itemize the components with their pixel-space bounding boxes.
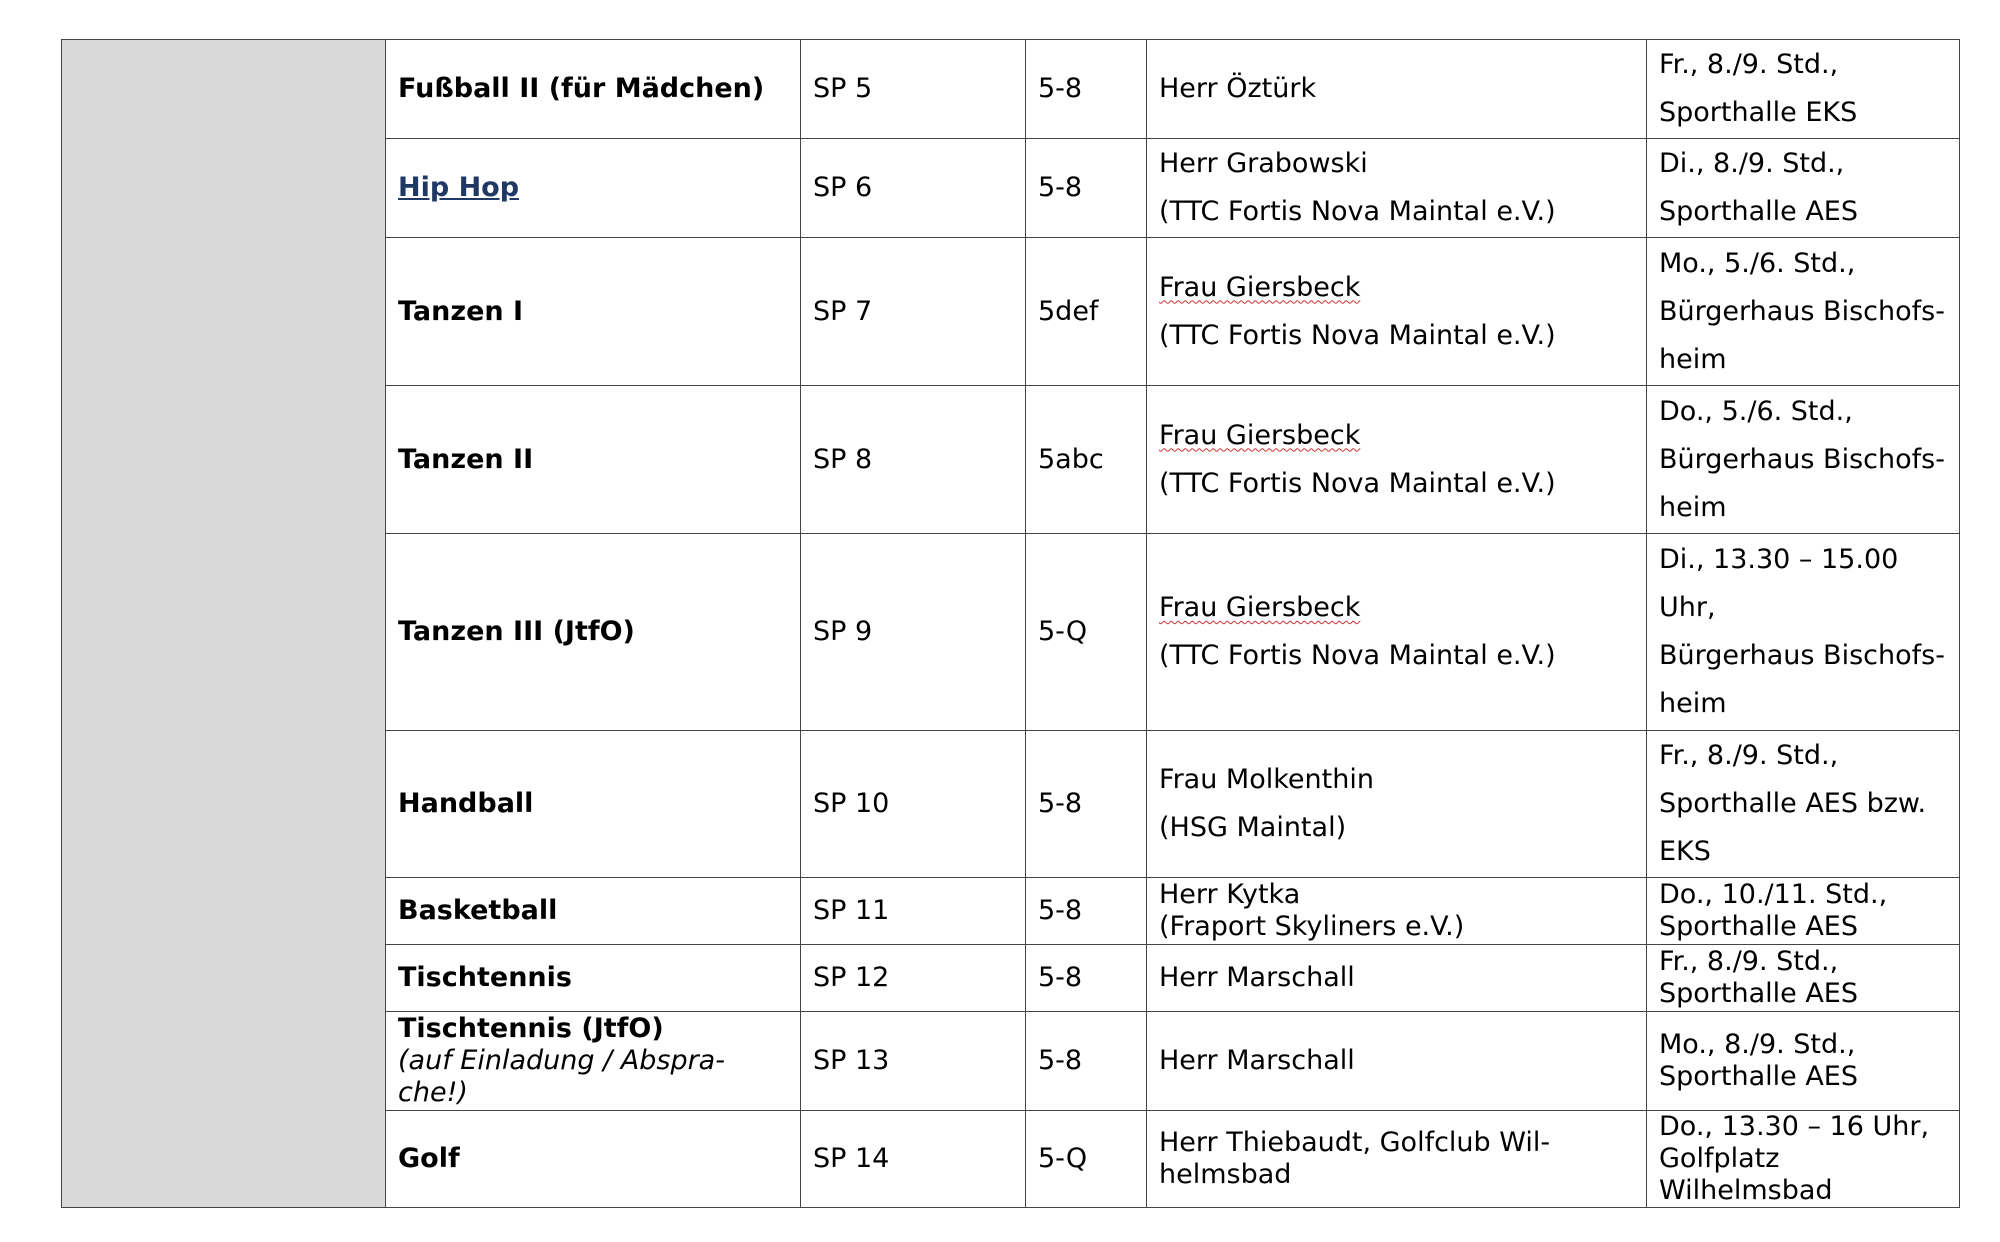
course-name-cell (386, 386, 801, 534)
course-name: Basketball (398, 895, 558, 926)
place-line: Sporthalle AES (1659, 196, 1859, 227)
course-note: (auf Einladung / Abspra- (398, 1045, 725, 1076)
organization-line: (Fraport Skyliners e.V.) (1159, 911, 1465, 942)
time-place-cell (1647, 238, 1960, 386)
course-code-cell (801, 878, 1026, 945)
course-name-cell (386, 731, 801, 878)
leader-line: helmsbad (1159, 1159, 1292, 1190)
leader-line: Herr Thiebaudt, Golfclub Wil- (1159, 1127, 1551, 1158)
grades-cell (1026, 731, 1147, 878)
time-line: Do., 10./11. Std., (1659, 879, 1888, 910)
leader-cell (1147, 945, 1647, 1012)
time-line: Di., 13.30 – 15.00 (1659, 544, 1899, 575)
course-name-cell (386, 878, 801, 945)
organization-line: (TTC Fortis Nova Maintal e.V.) (1159, 196, 1556, 227)
grades: 5-8 (1038, 895, 1083, 926)
course-code: SP 5 (813, 73, 873, 104)
course-code-cell (801, 238, 1026, 386)
place-line: Bürgerhaus Bischofs- (1659, 640, 1945, 671)
course-code-cell (801, 731, 1026, 878)
grades: 5-8 (1038, 73, 1083, 104)
course-name-cell (386, 139, 801, 238)
leader-line: Frau Giersbeck (1159, 419, 1361, 451)
course-name: Tanzen III (JtfO) (398, 616, 635, 647)
place-line: Sporthalle AES (1659, 911, 1859, 942)
course-code-cell (801, 945, 1026, 1012)
grades-cell (1026, 1012, 1147, 1111)
course-code: SP 13 (813, 1045, 890, 1076)
time-line: Fr., 8./9. Std., (1659, 740, 1839, 771)
course-code-cell (801, 386, 1026, 534)
leader-line: Herr Marschall (1159, 1045, 1355, 1076)
grades-cell (1026, 534, 1147, 731)
leader-line: Herr Marschall (1159, 962, 1355, 993)
leader-line: Herr Öztürk (1159, 73, 1317, 104)
place-line: EKS (1659, 836, 1711, 867)
place-line: heim (1659, 343, 1727, 375)
course-code-cell (801, 534, 1026, 731)
course-code-cell (801, 40, 1026, 139)
place-line: Sporthalle AES bzw. (1659, 788, 1927, 819)
place-line: Golfplatz Wilhelmsbad (1659, 1143, 1833, 1206)
organization-line: (HSG Maintal) (1159, 812, 1347, 843)
grades-cell (1026, 238, 1147, 386)
time-line: Mo., 5./6. Std., (1659, 247, 1856, 279)
course-code: SP 12 (813, 962, 890, 993)
leader-cell (1147, 139, 1647, 238)
course-name-cell (386, 40, 801, 139)
leader-line: Frau Molkenthin (1159, 764, 1374, 795)
grades-cell (1026, 139, 1147, 238)
place-line: heim (1659, 688, 1727, 719)
course-name-cell (386, 238, 801, 386)
course-code: SP 14 (813, 1143, 890, 1174)
leader-cell (1147, 534, 1647, 731)
leader-cell (1147, 1012, 1647, 1111)
course-name-cell (386, 1111, 801, 1208)
course-name: Tanzen I (398, 295, 524, 327)
time-line: Uhr, (1659, 592, 1716, 623)
leader-cell (1147, 238, 1647, 386)
time-place-cell (1647, 878, 1960, 945)
course-name-cell (386, 534, 801, 731)
course-name-link[interactable]: Hip Hop (398, 172, 520, 203)
time-place-cell (1647, 386, 1960, 534)
grades-cell (1026, 40, 1147, 139)
leader-line: Frau Giersbeck (1159, 271, 1361, 303)
grades: 5def (1038, 295, 1099, 327)
time-line: Di., 8./9. Std., (1659, 148, 1845, 179)
grades: 5-8 (1038, 962, 1083, 993)
leader-cell (1147, 878, 1647, 945)
time-line: Do., 13.30 – 16 Uhr, (1659, 1111, 1930, 1142)
organization-line: (TTC Fortis Nova Maintal e.V.) (1159, 640, 1556, 671)
organization-line: (TTC Fortis Nova Maintal e.V.) (1159, 467, 1556, 499)
grades-cell (1026, 386, 1147, 534)
course-code: SP 6 (813, 172, 873, 203)
time-place-cell (1647, 1012, 1960, 1111)
grades: 5-Q (1038, 1143, 1088, 1174)
place-line: Bürgerhaus Bischofs- (1659, 443, 1945, 475)
course-code-cell (801, 1111, 1026, 1208)
course-code: SP 8 (813, 443, 873, 475)
place-line: Bürgerhaus Bischofs- (1659, 295, 1945, 327)
activity-table (61, 39, 1960, 1208)
course-code-cell (801, 1012, 1026, 1111)
time-line: Fr., 8./9. Std., (1659, 946, 1839, 977)
place-line: Sporthalle AES (1659, 1061, 1859, 1092)
course-code: SP 11 (813, 895, 890, 926)
course-name: Handball (398, 788, 534, 819)
leader-cell (1147, 40, 1647, 139)
leader-line: Herr Kytka (1159, 879, 1301, 910)
time-place-cell (1647, 731, 1960, 878)
course-name: Golf (398, 1143, 460, 1174)
course-note: che!) (398, 1077, 468, 1108)
place-line: heim (1659, 491, 1727, 523)
course-name: Tanzen II (398, 443, 534, 475)
course-code: SP 7 (813, 295, 873, 327)
grades-cell (1026, 1111, 1147, 1208)
time-line: Mo., 8./9. Std., (1659, 1029, 1856, 1060)
leader-cell (1147, 1111, 1647, 1208)
course-name: Tischtennis (398, 962, 572, 993)
grades: 5-8 (1038, 172, 1083, 203)
course-code: SP 10 (813, 788, 890, 819)
leader-line: Frau Giersbeck (1159, 592, 1361, 623)
course-name-cell (386, 945, 801, 1012)
time-place-cell (1647, 534, 1960, 731)
organization-line: (TTC Fortis Nova Maintal e.V.) (1159, 319, 1556, 351)
grades: 5-8 (1038, 788, 1083, 819)
table-row (62, 40, 1960, 139)
time-line: Do., 5./6. Std., (1659, 395, 1853, 427)
place-line: Sporthalle AES (1659, 978, 1859, 1009)
course-name: Fußball II (für Mädchen) (398, 73, 765, 104)
course-name-cell (386, 1012, 801, 1111)
time-line: Fr., 8./9. Std., (1659, 49, 1839, 80)
course-code-cell (801, 139, 1026, 238)
leader-cell (1147, 386, 1647, 534)
leader-cell (1147, 731, 1647, 878)
grades-cell (1026, 878, 1147, 945)
place-line: Sporthalle EKS (1659, 97, 1858, 128)
time-place-cell (1647, 1111, 1960, 1208)
shaded-category-cell (62, 40, 386, 1208)
course-name: Tischtennis (JtfO) (398, 1013, 664, 1044)
course-code: SP 9 (813, 616, 873, 647)
time-place-cell (1647, 945, 1960, 1012)
grades-cell (1026, 945, 1147, 1012)
leader-line: Herr Grabowski (1159, 148, 1368, 179)
time-place-cell (1647, 139, 1960, 238)
time-place-cell (1647, 40, 1960, 139)
grades: 5abc (1038, 443, 1104, 475)
grades: 5-Q (1038, 616, 1088, 647)
grades: 5-8 (1038, 1045, 1083, 1076)
